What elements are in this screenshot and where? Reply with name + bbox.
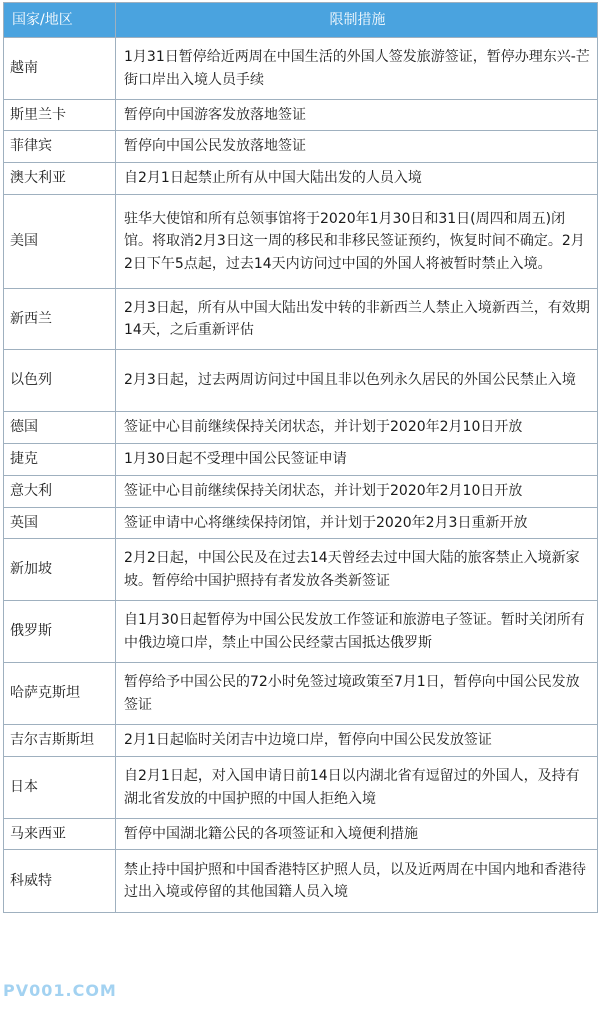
- table-row: [4, 757, 598, 819]
- measure-cell: 2月2日起，中国公民及在过去14天曾经去过中国大陆的旅客禁止入境新家坡。暂停给中国护照持有者发放各类新签证: [116, 539, 598, 601]
- country-cell: 越南: [4, 38, 116, 100]
- country-cell: 科威特: [4, 850, 116, 913]
- country-cell: 俄罗斯: [4, 601, 116, 663]
- travel-restrictions-table: [3, 2, 598, 913]
- measure-cell: 自2月1日起禁止所有从中国大陆出发的人员入境: [116, 163, 598, 195]
- measure-cell: 2月3日起，过去两周访问过中国且非以色列永久居民的外国公民禁止入境: [116, 350, 598, 412]
- country-cell: 日本: [4, 757, 116, 819]
- country-cell: 美国: [4, 195, 116, 289]
- table-row: [4, 725, 598, 757]
- table-row: [4, 476, 598, 508]
- table-body: [4, 38, 598, 913]
- table-row: [4, 412, 598, 444]
- table-row: [4, 100, 598, 131]
- measure-cell: 禁止持中国护照和中国香港特区护照人员，以及近两周在中国内地和香港待过出入境或停留的其他国籍人员入境: [116, 850, 598, 913]
- country-cell: 澳大利亚: [4, 163, 116, 195]
- table-header: [4, 3, 598, 38]
- country-cell: 捷克: [4, 444, 116, 476]
- measure-cell: 自1月30日起暂停为中国公民发放工作签证和旅游电子签证。暂时关闭所有中俄边境口岸，禁止中国公民经蒙古国抵达俄罗斯: [116, 601, 598, 663]
- table-row: [4, 601, 598, 663]
- table-row: [4, 850, 598, 913]
- table-row: [4, 38, 598, 100]
- country-cell: 哈萨克斯坦: [4, 663, 116, 725]
- measure-cell: 暂停给予中国公民的72小时免签过境政策至7月1日，暂停向中国公民发放签证: [116, 663, 598, 725]
- measure-cell: 2月3日起，所有从中国大陆出发中转的非新西兰人禁止入境新西兰，有效期14天，之后重新评估: [116, 289, 598, 350]
- country-cell: 菲律宾: [4, 131, 116, 163]
- country-cell: 吉尔吉斯斯坦: [4, 725, 116, 757]
- country-cell: 德国: [4, 412, 116, 444]
- measure-cell: 暂停向中国公民发放落地签证: [116, 131, 598, 163]
- site-watermark: PV001.COM: [3, 981, 117, 1000]
- header-country: 国家/地区: [4, 3, 116, 38]
- measure-cell: 驻华大使馆和所有总领事馆将于2020年1月30日和31日(周四和周五)闭馆。将取消2月3日这一周的移民和非移民签证预约，恢复时间不确定。2月2日下午5点起，过去14天内访问过中国的外国人将被暂时禁止入境。: [116, 195, 598, 289]
- measure-cell: 1月31日暂停给近两周在中国生活的外国人签发旅游签证，暂停办理东兴-芒街口岸出入境人员手续: [116, 38, 598, 100]
- table-row: [4, 195, 598, 289]
- measure-cell: 签证中心目前继续保持关闭状态，并计划于2020年2月10日开放: [116, 476, 598, 508]
- table-row: [4, 819, 598, 850]
- table-row: [4, 350, 598, 412]
- table-row: [4, 539, 598, 601]
- table-row: [4, 663, 598, 725]
- table-row: [4, 163, 598, 195]
- country-cell: 马来西亚: [4, 819, 116, 850]
- measure-cell: 2月1日起临时关闭吉中边境口岸，暂停向中国公民发放签证: [116, 725, 598, 757]
- table-row: [4, 508, 598, 539]
- measure-cell: 暂停中国湖北籍公民的各项签证和入境便利措施: [116, 819, 598, 850]
- country-cell: 新西兰: [4, 289, 116, 350]
- measure-cell: 1月30日起不受理中国公民签证申请: [116, 444, 598, 476]
- header-row: [4, 3, 598, 38]
- country-cell: 意大利: [4, 476, 116, 508]
- header-measure: 限制措施: [116, 3, 598, 38]
- table-row: [4, 131, 598, 163]
- country-cell: 新加坡: [4, 539, 116, 601]
- country-cell: 英国: [4, 508, 116, 539]
- measure-cell: 签证中心目前继续保持关闭状态，并计划于2020年2月10日开放: [116, 412, 598, 444]
- measure-cell: 自2月1日起，对入国申请日前14日以内湖北省有逗留过的外国人，及持有湖北省发放的中国护照的中国人拒绝入境: [116, 757, 598, 819]
- measure-cell: 暂停向中国游客发放落地签证: [116, 100, 598, 131]
- table-row: [4, 444, 598, 476]
- country-cell: 斯里兰卡: [4, 100, 116, 131]
- country-cell: 以色列: [4, 350, 116, 412]
- measure-cell: 签证申请中心将继续保持闭馆，并计划于2020年2月3日重新开放: [116, 508, 598, 539]
- table-row: [4, 289, 598, 350]
- restrictions-table-container: [3, 2, 597, 913]
